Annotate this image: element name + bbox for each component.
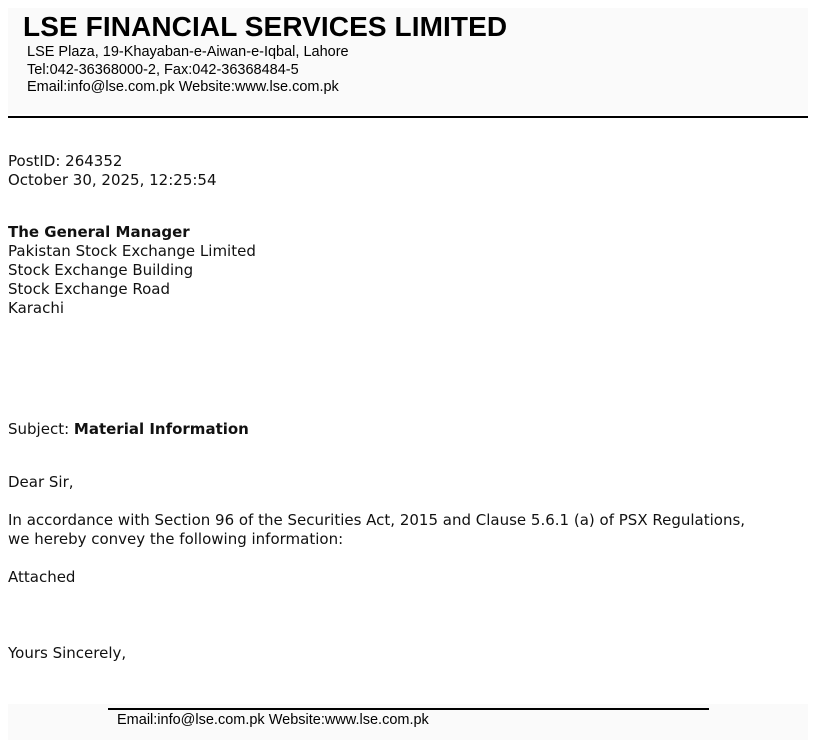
header-divider bbox=[8, 116, 808, 118]
company-address: LSE Plaza, 19-Khayaban-e-Aiwan-e-Iqbal, Lahore bbox=[27, 44, 349, 60]
recipient-road: Stock Exchange Road bbox=[8, 280, 170, 298]
subject-line bbox=[8, 420, 249, 438]
subject-value: Material Information bbox=[73, 420, 249, 438]
letterhead bbox=[8, 8, 808, 114]
recipient-title: The General Manager bbox=[8, 223, 190, 241]
company-name: LSE FINANCIAL SERVICES LIMITED bbox=[23, 11, 508, 42]
post-datetime: October 30, 2025, 12:25:54 bbox=[8, 171, 217, 189]
footer-email-website: Email:info@lse.com.pk Website:www.lse.com.pk bbox=[117, 712, 429, 728]
post-id: PostID: 264352 bbox=[8, 152, 123, 170]
company-phone-fax: Tel:042-36368000-2, Fax:042-36368484-5 bbox=[27, 62, 299, 78]
recipient-city: Karachi bbox=[8, 299, 65, 317]
closing: Yours Sincerely, bbox=[8, 644, 127, 662]
recipient-org: Pakistan Stock Exchange Limited bbox=[8, 242, 256, 260]
recipient-building: Stock Exchange Building bbox=[8, 261, 194, 279]
footer-divider bbox=[108, 708, 709, 710]
company-email-website: Email:info@lse.com.pk Website:www.lse.com.pk bbox=[27, 79, 339, 95]
body-paragraph-line-2: we hereby convey the following information: bbox=[8, 530, 344, 548]
salutation: Dear Sir, bbox=[8, 473, 74, 491]
subject-label: Subject: bbox=[8, 420, 74, 438]
attached-note: Attached bbox=[8, 568, 76, 586]
body-paragraph-line-1: In accordance with Section 96 of the Securities Act, 2015 and Clause 5.6.1 (a) of PSX Regulations, bbox=[8, 511, 746, 529]
